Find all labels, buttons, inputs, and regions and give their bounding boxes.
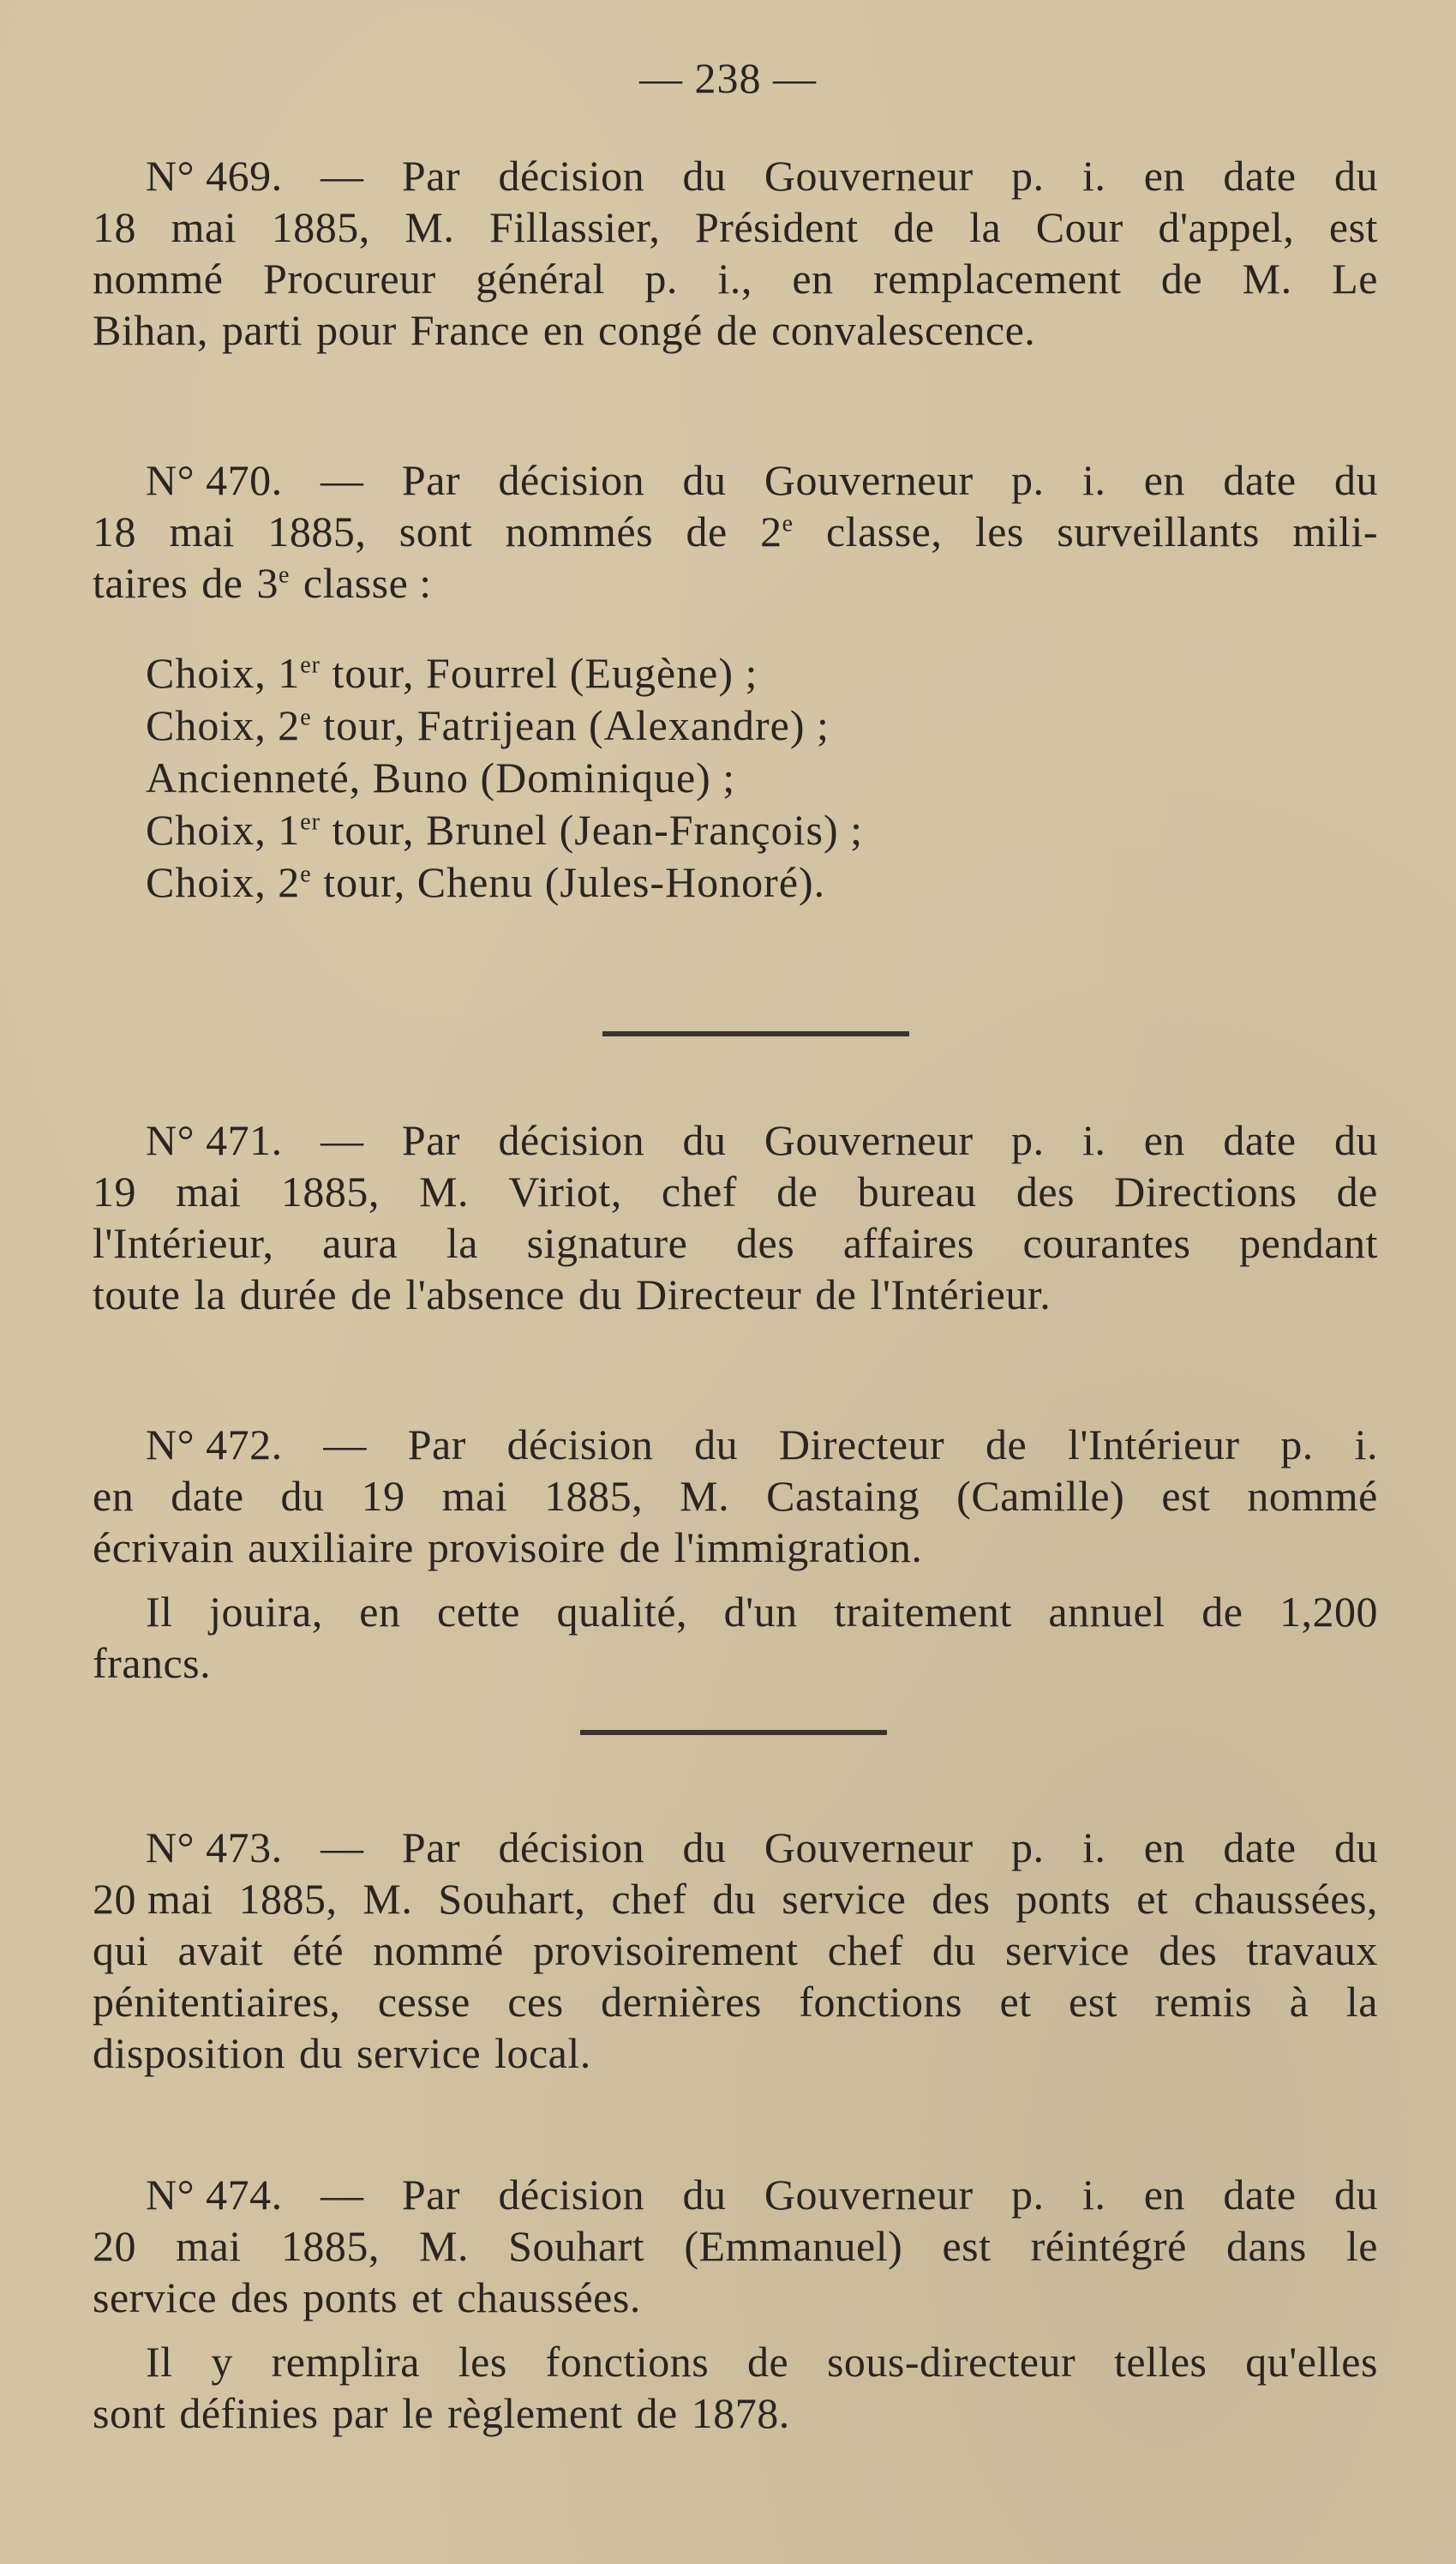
promotion-list [146, 647, 863, 909]
text-line: francs. [93, 1639, 212, 1687]
list-item: Choix, 2e tour, Fatrijean (Alexandre) ; [146, 701, 830, 749]
text-line: service des ponts et chaussées. [93, 2273, 641, 2321]
text-line: disposition du service local. [93, 2029, 591, 2077]
text-line: 20 mai 1885, M. Souhart (Emmanuel) est réintégré dans le [93, 2222, 1378, 2270]
list-item: Choix, 1er tour, Fourrel (Eugène) ; [146, 649, 758, 697]
decision-471 [93, 1114, 1378, 1320]
text-line: 18 mai 1885, sont nommés de 2e classe, les surveillants mili- [93, 507, 1378, 555]
text-line: toute la durée de l'absence du Directeur de l'Intérieur. [93, 1270, 1052, 1318]
text-line: l'Intérieur, aura la signature des affaires courantes pendant [93, 1219, 1378, 1267]
text-line: N° 474. — Par décision du Gouverneur p. i. en date du [146, 2171, 1378, 2219]
list-item: Choix, 1er tour, Brunel (Jean-François) ; [146, 806, 864, 854]
section-divider [580, 1730, 887, 1735]
text-line: Il jouira, en cette qualité, d'un traitement annuel de 1,200 [146, 1588, 1378, 1636]
decision-473 [93, 1822, 1378, 2079]
decision-472 [93, 1419, 1378, 1573]
text-line: en date du 19 mai 1885, M. Castaing (Camille) est nommé [93, 1472, 1378, 1520]
page-number: — 238 — [639, 54, 817, 102]
text-line: N° 473. — Par décision du Gouverneur p. i. en date du [146, 1823, 1378, 1871]
decision-472-salary [93, 1586, 1378, 1689]
text-line: N° 469. — Par décision du Gouverneur p. i. en date du [146, 152, 1378, 200]
text-line: sont définies par le règlement de 1878. [93, 2389, 790, 2437]
text-line: Il y remplira les fonctions de sous-directeur telles qu'elles [146, 2338, 1378, 2386]
text-line: N° 470. — Par décision du Gouverneur p. i. en date du [146, 456, 1378, 504]
text-line: 19 mai 1885, M. Viriot, chef de bureau des Directions de [93, 1168, 1378, 1216]
decision-470 [93, 454, 1378, 609]
list-item: Ancienneté, Buno (Dominique) ; [146, 754, 736, 802]
section-divider [602, 1031, 909, 1036]
text-line: N° 471. — Par décision du Gouverneur p. i. en date du [146, 1116, 1378, 1164]
text-line: nommé Procureur général p. i., en remplacement de M. Le [93, 255, 1378, 303]
text-line: Bihan, parti pour France en congé de convalescence. [93, 306, 1036, 354]
text-line: qui avait été nommé provisoirement chef du service des travaux [93, 1926, 1378, 1974]
text-line: pénitentiaires, cesse ces dernières fonctions et est remis à la [93, 1978, 1378, 2026]
decision-474-duties [93, 2336, 1378, 2439]
text-line: 18 mai 1885, M. Fillassier, Président de la Cour d'appel, est [93, 203, 1378, 251]
text-line: écrivain auxiliaire provisoire de l'immigration. [93, 1523, 923, 1571]
list-item: Choix, 2e tour, Chenu (Jules-Honoré). [146, 858, 826, 906]
text-line: taires de 3e classe : [93, 559, 432, 607]
text-line: 20 mai 1885, M. Souhart, chef du service des ponts et chaussées, [93, 1875, 1378, 1923]
text-line: N° 472. — Par décision du Directeur de l'Intérieur p. i. [146, 1420, 1378, 1468]
decision-474 [93, 2169, 1378, 2323]
decision-469 [93, 150, 1378, 356]
